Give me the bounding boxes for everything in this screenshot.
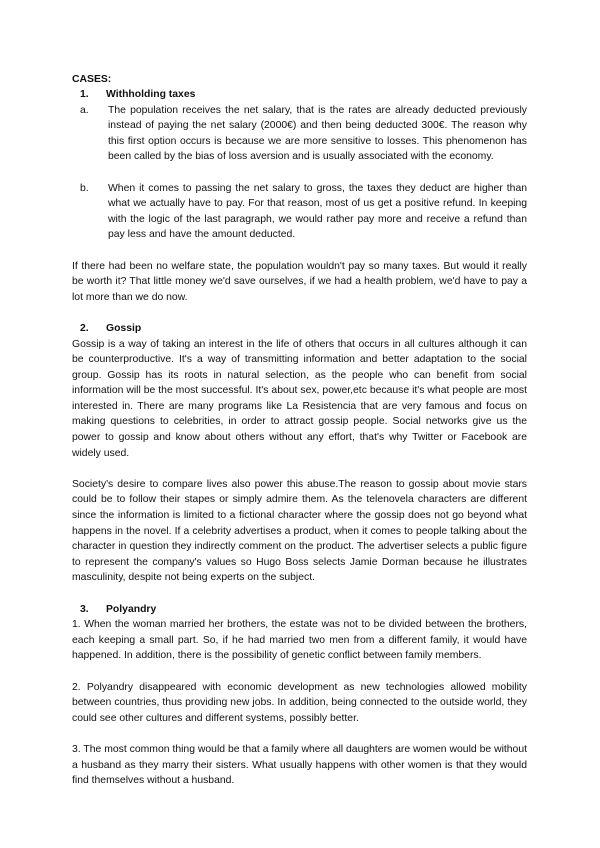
paragraph: If there had been no welfare state, the population wouldn't pay so many taxes. But would it really be worth it? That little money we'd save ourselves, if we had a health problem, we'd have to pay a lot more than we do now. bbox=[72, 260, 527, 303]
section-title: Withholding taxes bbox=[106, 89, 196, 100]
spacer bbox=[72, 165, 527, 181]
document-title: CASES: bbox=[72, 74, 112, 85]
spacer bbox=[72, 726, 527, 742]
list-item bbox=[72, 181, 527, 243]
spacer bbox=[72, 243, 527, 259]
spacer bbox=[72, 461, 527, 477]
paragraph: 3. The most common thing would be that a family where all daughters are women would be without a husband as they marry their sisters. What usually happens with other women is that they would find themselves without a husband. bbox=[72, 743, 527, 787]
section-title: Gossip bbox=[106, 322, 142, 334]
list-item-text: When it comes to passing the net salary to gross, the taxes they deduct are higher than what we actually have to pay. For that reason, most of us get a positive refund. In keeping with the logic of the last paragraph, we would rather pay more and receive a refund than pay less and have the amount deducted. bbox=[108, 182, 527, 241]
spacer bbox=[72, 664, 527, 680]
section-number: 2. bbox=[80, 322, 89, 334]
spacer bbox=[72, 305, 527, 321]
paragraph: Society's desire to compare lives also power this abuse.The reason to gossip about movie stars could be to follow their stapes or simply admire them. As the telenovela characters are different since the information is limited to a fictional character where the gossip does not go beyond what happens in the novel. If a celebrity advertises a product, when it comes to people talking about the character in question they indirectly comment on the product. The advertiser selects a public figure to represent the company's values so Hugo Boss selects Jamie Dorman because he illustrates masculinity, despite not being experts on the subject. bbox=[72, 478, 527, 584]
section-heading-gossip bbox=[72, 321, 527, 337]
section-heading-withholding-taxes bbox=[72, 87, 527, 103]
list-item bbox=[72, 103, 527, 165]
paragraph: 1. When the woman married her brothers, the estate was not to be divided between the brothers, each keeping a small part. So, if he had married two men from a different family, it would have happened. In addition, there is the possibility of genetic conflict between family members. bbox=[72, 619, 527, 662]
section-number: 1. bbox=[80, 89, 89, 100]
document-page bbox=[72, 72, 527, 789]
paragraph: 2. Polyandry disappeared with economic development as new technologies allowed mobility between countries, thus providing new jobs. In addition, being connected to the outside world, they could see other cultures and different systems, possibly better. bbox=[72, 681, 527, 724]
section-title: Polyandry bbox=[106, 603, 157, 615]
section-heading-polyandry bbox=[72, 602, 527, 618]
list-marker: a. bbox=[80, 104, 89, 116]
section-number: 3. bbox=[80, 603, 89, 615]
spacer bbox=[72, 586, 527, 602]
list-marker: b. bbox=[80, 182, 89, 194]
paragraph: Gossip is a way of taking an interest in the life of others that occurs in all cultures although it can be counterproductive. It's a way of transmitting information and better adaptation to the social group. Gossip has its roots in natural selection, as the people who can benefit from social information will be the most successful. It's about sex, power,etc because it's what people are most interested in. There are many programs like La Resistencia that are very famous and focus on making questions to celebrities, in order to attract gossip people. Social networks give us the power to gossip and know about others without any effort, that's why Twitter or Facebook are widely used. bbox=[72, 338, 527, 459]
list-item-text: The population receives the net salary, that is the rates are already deducted previously instead of paying the net salary (2000€) and then being deducted 300€. The reason why this first option occurs is because we are more sensitive to losses. This phenomenon has been called by the bias of loss aversion and is usually associated with the economy. bbox=[108, 104, 527, 163]
